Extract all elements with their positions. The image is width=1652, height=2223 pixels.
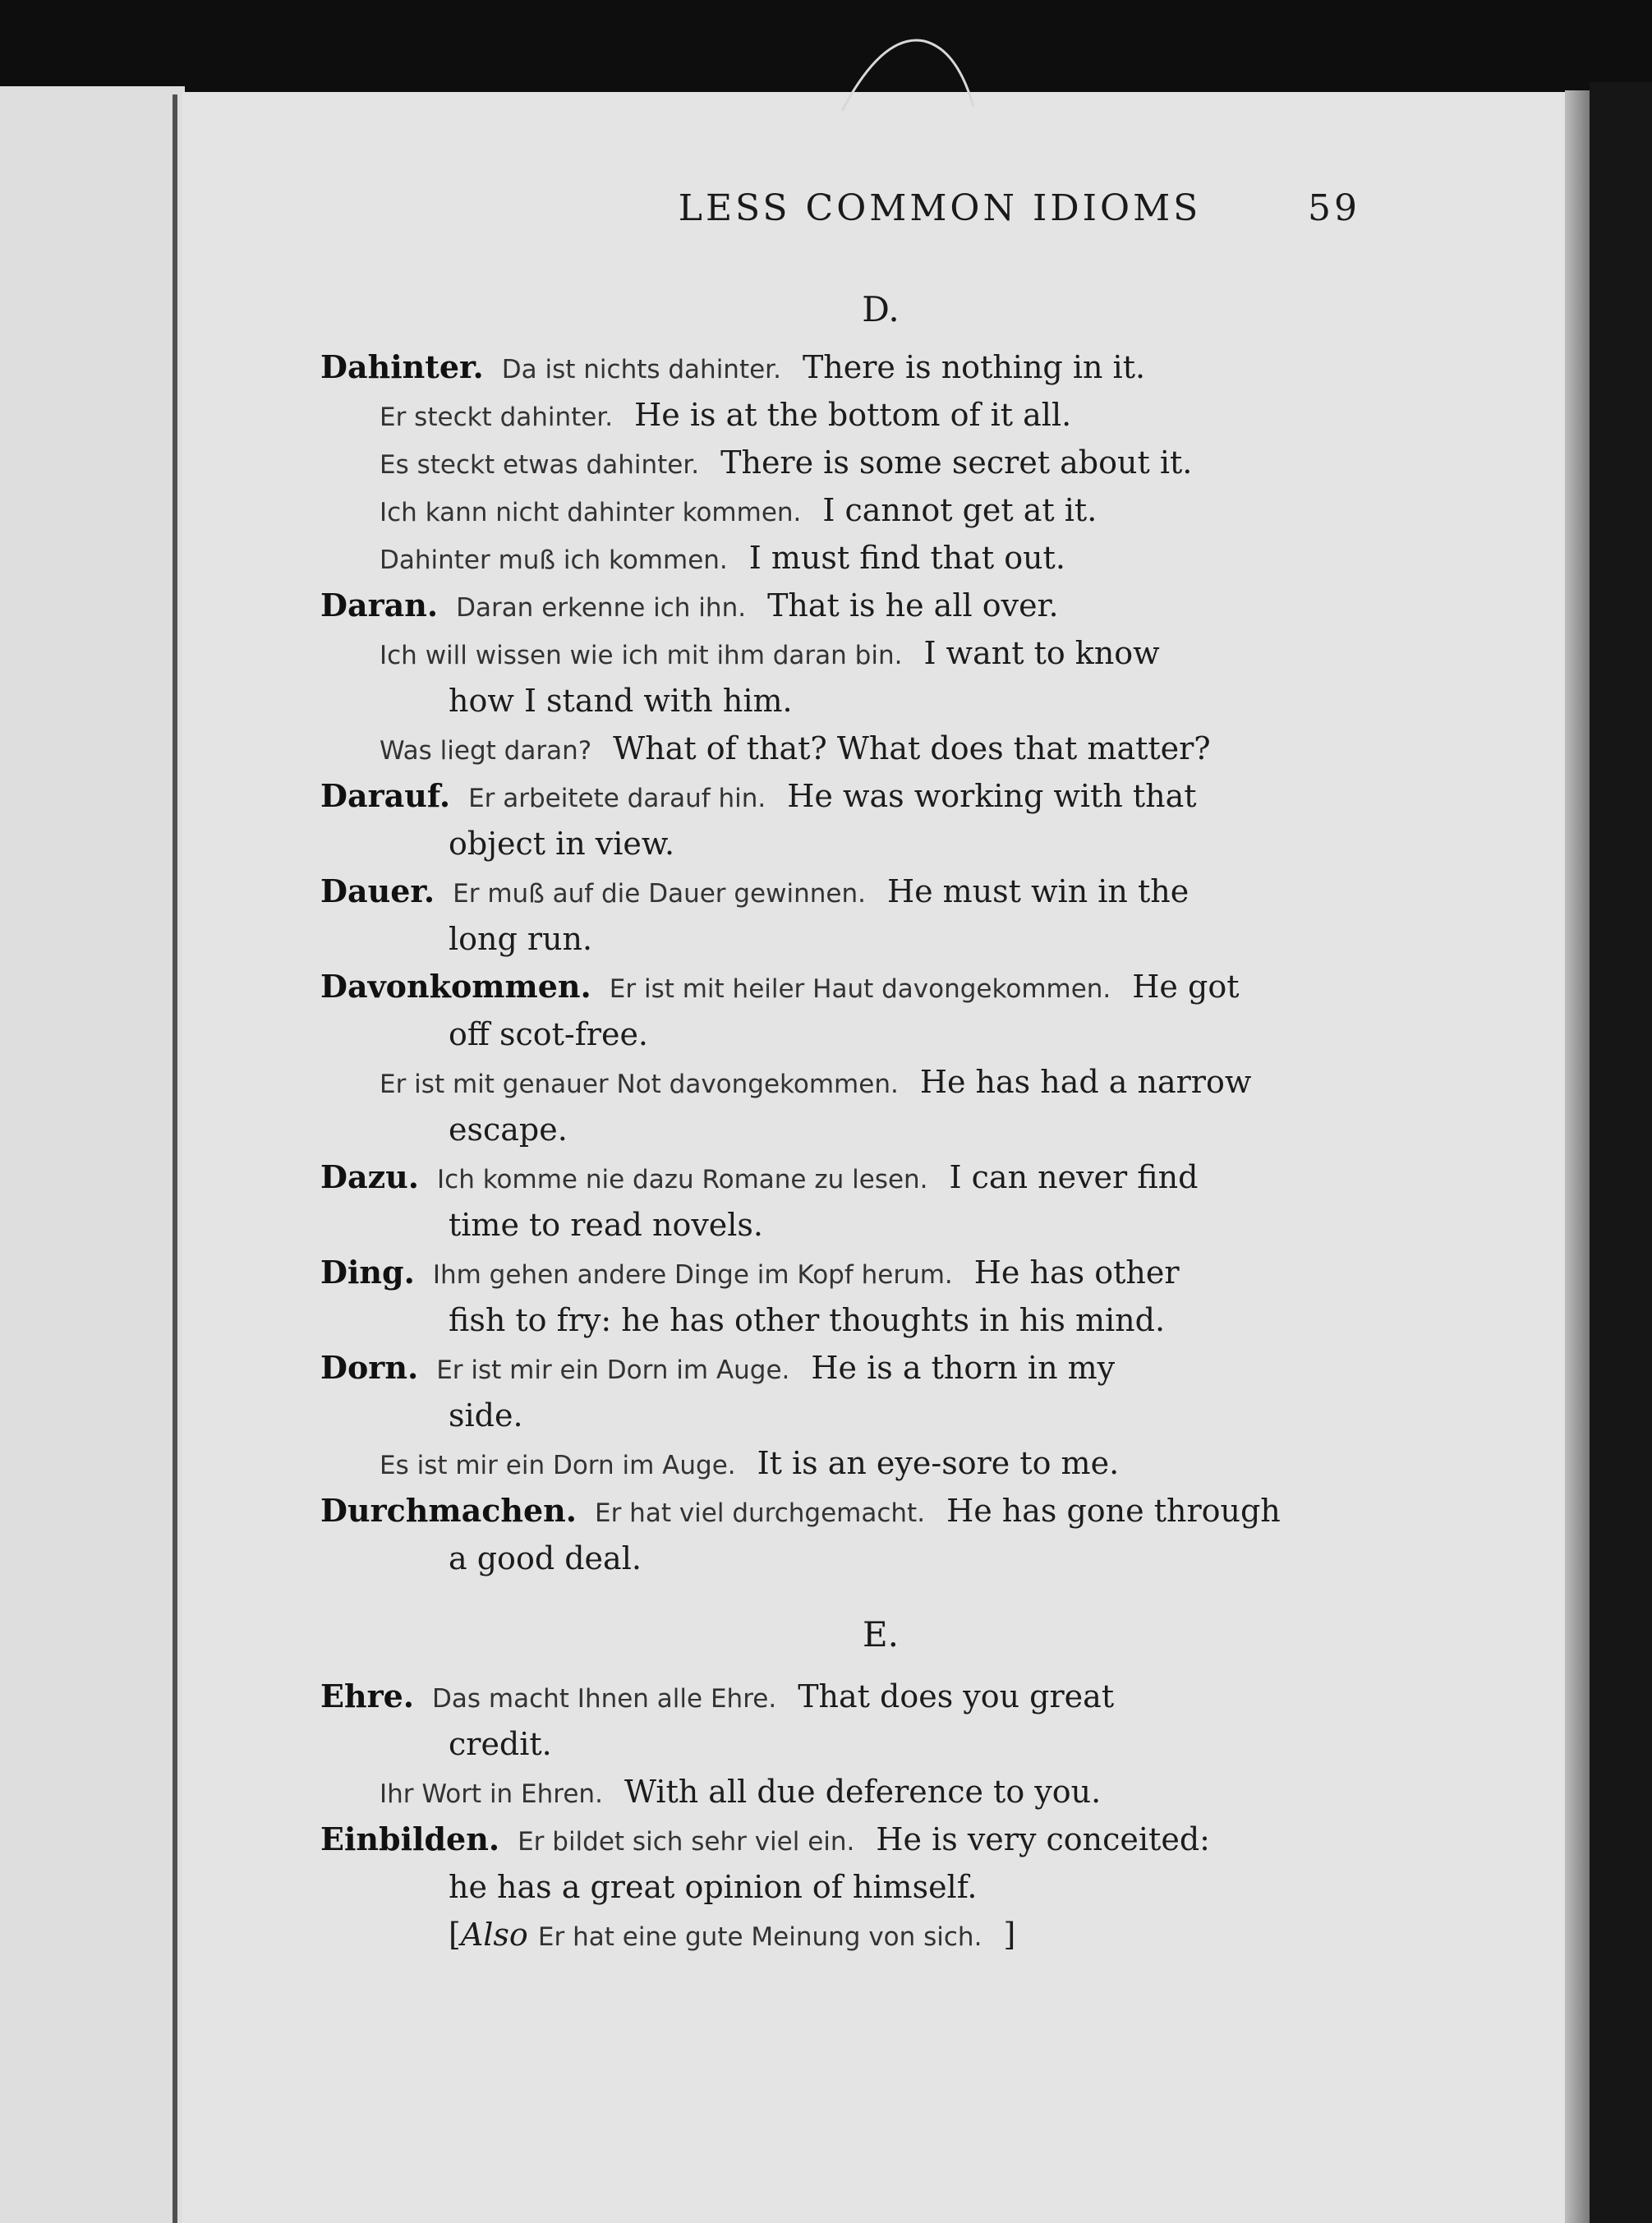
- headword: Ehre.: [320, 1678, 415, 1714]
- english-translation: It is an eye-sore to me.: [757, 1445, 1120, 1481]
- english-translation: he has a great opinion of himself.: [449, 1869, 978, 1905]
- english-translation: I can never find: [949, 1159, 1199, 1195]
- german-phrase: Er arbeitete darauf hin.: [468, 784, 766, 813]
- headword: Durchmachen.: [320, 1492, 577, 1529]
- german-phrase: Ihr Wort in Ehren.: [380, 1779, 603, 1809]
- english-translation: That is he all over.: [767, 587, 1059, 624]
- headword: Darauf.: [320, 777, 451, 814]
- english-translation: What of that? What does that matter?: [613, 730, 1211, 766]
- entry-line: [320, 582, 1364, 629]
- headword: Einbilden.: [320, 1820, 500, 1857]
- entry-line: [320, 1816, 1364, 1863]
- page-edge-shadow: [1565, 90, 1590, 2223]
- german-phrase: Ich kann nicht dahinter kommen.: [380, 498, 802, 527]
- gutter-shadow: [173, 94, 177, 2223]
- english-translation: That does you great: [798, 1678, 1115, 1714]
- english-translation: fish to fry: he has other thoughts in his mind.: [449, 1302, 1166, 1338]
- english-translation: how I stand with him.: [449, 683, 793, 719]
- entry-line: [320, 725, 1364, 772]
- german-phrase: Er muß auf die Dauer gewinnen.: [453, 879, 866, 909]
- entry-line: [320, 534, 1364, 582]
- english-translation: There is nothing in it.: [802, 349, 1146, 385]
- entry-line: [320, 1439, 1364, 1487]
- entry-continuation: [320, 1720, 1364, 1768]
- entry-continuation: [320, 1010, 1364, 1058]
- headword: Dorn.: [320, 1349, 419, 1386]
- entry-line: [320, 1344, 1364, 1392]
- english-translation: a good deal.: [449, 1540, 642, 1576]
- german-phrase: Er hat eine gute Meinung von sich.: [537, 1922, 982, 1952]
- idiom-entries: [320, 343, 1364, 1958]
- german-phrase: Ihm gehen andere Dinge im Kopf herum.: [432, 1260, 953, 1290]
- entry-note: [320, 1911, 1364, 1958]
- note-bracket-open: [: [449, 1917, 461, 1953]
- english-translation: He is very conceited:: [876, 1821, 1210, 1857]
- entry-continuation: [320, 1201, 1364, 1249]
- entry-line: [320, 772, 1364, 820]
- english-translation: He has other: [973, 1254, 1180, 1291]
- entry-continuation: [320, 915, 1364, 963]
- entry-continuation: [320, 1296, 1364, 1344]
- english-translation: With all due deference to you.: [624, 1774, 1102, 1810]
- entry-line: [320, 1058, 1364, 1106]
- english-translation: I must find that out.: [748, 540, 1065, 576]
- entry-line: [320, 1249, 1364, 1296]
- page-number: 59: [1308, 187, 1360, 229]
- entry-line: [320, 963, 1364, 1010]
- english-translation: credit.: [449, 1726, 552, 1762]
- german-phrase: Er ist mit genauer Not davongekommen.: [380, 1070, 899, 1099]
- entry-continuation: [320, 1106, 1364, 1153]
- german-phrase: Daran erkenne ich ihn.: [456, 593, 747, 623]
- english-translation: There is some secret about it.: [720, 444, 1193, 481]
- headword: Ding.: [320, 1254, 415, 1291]
- german-phrase: Er steckt dahinter.: [380, 403, 614, 432]
- entry-line: [320, 391, 1364, 439]
- headword: Dazu.: [320, 1158, 420, 1195]
- german-phrase: Er ist mir ein Dorn im Auge.: [436, 1355, 790, 1385]
- entry-continuation: [320, 1535, 1364, 1582]
- note-prefix: Also: [460, 1917, 528, 1953]
- german-phrase: Er ist mit heiler Haut davongekommen.: [609, 974, 1111, 1004]
- english-translation: He got: [1132, 969, 1240, 1005]
- binding-thread-mark: [834, 25, 982, 115]
- headword: Daran.: [320, 587, 439, 624]
- entry-line: [320, 868, 1364, 915]
- german-phrase: Was liegt daran?: [380, 736, 592, 766]
- english-translation: side.: [449, 1397, 523, 1434]
- english-translation: He has had a narrow: [919, 1064, 1252, 1100]
- headword: Davonkommen.: [320, 968, 591, 1005]
- english-translation: He is a thorn in my: [811, 1350, 1116, 1386]
- scan-right-border: [1590, 82, 1652, 2223]
- english-translation: He has gone through: [946, 1493, 1281, 1529]
- facing-page-edge: [0, 86, 185, 2223]
- entry-line: [320, 629, 1364, 677]
- section-spacer: [320, 1582, 1364, 1673]
- running-title: LESS COMMON IDIOMS: [678, 187, 1202, 229]
- german-phrase: Da ist nichts dahinter.: [501, 355, 781, 384]
- german-phrase: Dahinter muß ich kommen.: [380, 545, 728, 575]
- english-translation: I cannot get at it.: [822, 492, 1097, 528]
- english-translation: off scot-free.: [449, 1016, 649, 1052]
- scan-top-border: [0, 0, 1652, 99]
- headword: Dahinter.: [320, 348, 484, 385]
- page-header: [182, 187, 1579, 237]
- section-letter-d: D.: [862, 289, 900, 329]
- entry-line: [320, 439, 1364, 486]
- entry-continuation: [320, 820, 1364, 868]
- section-letter-e: E.: [862, 1614, 899, 1655]
- english-translation: He was working with that: [787, 778, 1197, 814]
- entry-line: [320, 343, 1364, 391]
- english-translation: I want to know: [923, 635, 1160, 671]
- entry-line: [320, 1487, 1364, 1535]
- english-translation: escape.: [449, 1112, 568, 1148]
- german-phrase: Ich will wissen wie ich mit ihm daran bin.: [380, 641, 903, 670]
- english-translation: time to read novels.: [449, 1207, 764, 1243]
- german-phrase: Er hat viel durchgemacht.: [595, 1498, 926, 1528]
- entry-line: [320, 1768, 1364, 1816]
- note-bracket-close: ]: [1003, 1917, 1016, 1953]
- german-phrase: Er bildet sich sehr viel ein.: [518, 1827, 855, 1857]
- english-translation: He is at the bottom of it all.: [634, 397, 1072, 433]
- entry-continuation: [320, 1392, 1364, 1439]
- entry-line: [320, 486, 1364, 534]
- entry-continuation: [320, 677, 1364, 725]
- german-phrase: Das macht Ihnen alle Ehre.: [432, 1684, 777, 1714]
- english-translation: long run.: [449, 921, 593, 957]
- german-phrase: Ich komme nie dazu Romane zu lesen.: [437, 1165, 928, 1194]
- english-translation: object in view.: [449, 826, 675, 862]
- entry-line: [320, 1673, 1364, 1720]
- english-translation: He must win in the: [886, 873, 1190, 909]
- entry-line: [320, 1153, 1364, 1201]
- entry-continuation: [320, 1863, 1364, 1911]
- german-phrase: Es ist mir ein Dorn im Auge.: [380, 1451, 736, 1480]
- headword: Dauer.: [320, 872, 435, 909]
- german-phrase: Es steckt etwas dahinter.: [380, 450, 700, 480]
